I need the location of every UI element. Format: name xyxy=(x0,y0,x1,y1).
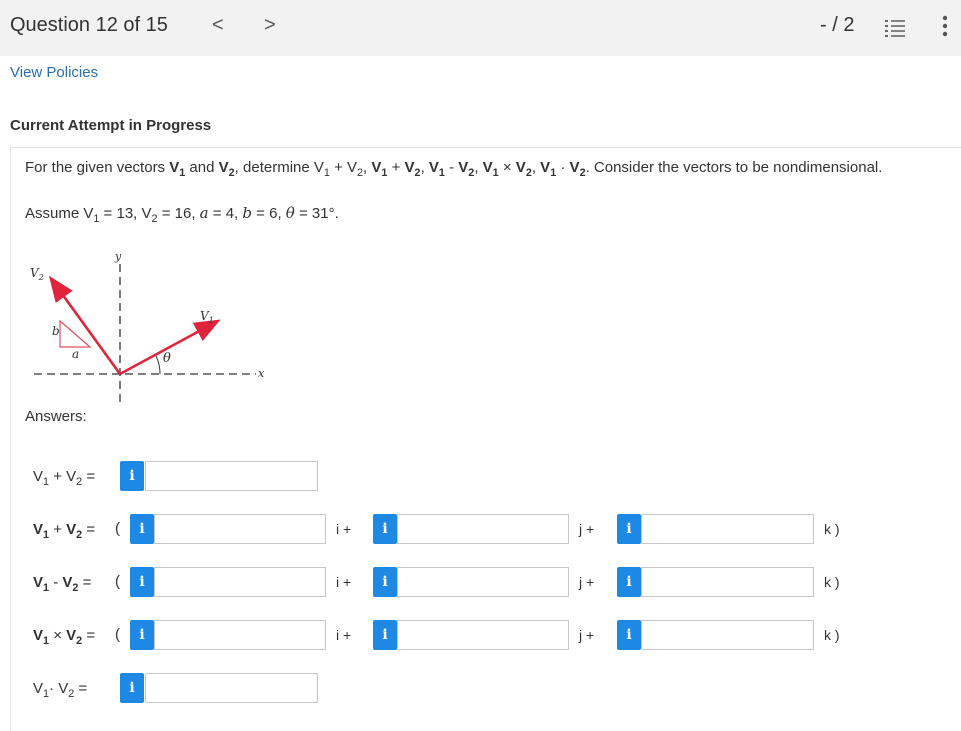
sum-i-input[interactable] xyxy=(154,514,326,544)
sum-magnitude-input[interactable] xyxy=(145,461,318,491)
answer-label-difference-vector: $V_1 - V_2$ = xyxy=(33,574,92,594)
label-x: x xyxy=(258,367,265,380)
answer-label-sum-vector: $V_1 + V_2$ = xyxy=(33,521,96,541)
unit-j: j + xyxy=(579,521,595,537)
difference-k-input[interactable] xyxy=(641,567,814,597)
list-icon[interactable] xyxy=(884,18,906,38)
cross-j-input[interactable] xyxy=(397,620,569,650)
info-icon[interactable]: i xyxy=(130,620,154,650)
unit-k: k ) xyxy=(824,521,840,537)
info-icon[interactable]: i xyxy=(617,514,641,544)
question-title: Question 12 of 15 xyxy=(10,14,168,36)
info-icon[interactable]: i xyxy=(617,567,641,597)
vector-v1-arrow xyxy=(120,322,216,374)
label-v2: $V_2$ xyxy=(30,266,44,282)
sum-k-input[interactable] xyxy=(641,514,814,544)
unit-i: i + xyxy=(336,574,352,590)
attempt-heading: Current Attempt in Progress xyxy=(10,117,212,134)
answer-label-sum-magnitude: $V_1 + V_2$ = xyxy=(33,468,96,488)
vector-v2-arrow xyxy=(52,280,120,374)
open-paren: ( xyxy=(115,520,120,537)
unit-k: k ) xyxy=(824,574,840,590)
theta-arc xyxy=(156,356,160,374)
page-count: - / 2 xyxy=(820,14,855,36)
sum-j-input[interactable] xyxy=(397,514,569,544)
label-y: y xyxy=(115,250,122,263)
label-a: a xyxy=(72,347,80,361)
info-icon[interactable]: i xyxy=(617,620,641,650)
label-v1: $V_1$ xyxy=(200,309,214,325)
cross-k-input[interactable] xyxy=(641,620,814,650)
open-paren: ( xyxy=(115,573,120,590)
unit-i: i + xyxy=(336,521,352,537)
dot-product-input[interactable] xyxy=(145,673,318,703)
label-b: b xyxy=(52,324,60,338)
previous-question-button[interactable]: < xyxy=(212,14,224,36)
info-icon[interactable]: i xyxy=(373,567,397,597)
unit-j: j + xyxy=(579,627,595,643)
answer-label-dot-product: $V_1\cdot V_2$ = xyxy=(33,680,88,700)
info-icon[interactable]: i xyxy=(130,514,154,544)
label-theta: θ xyxy=(163,351,171,366)
answer-label-cross-product: $V_1 \times V_2$ = xyxy=(33,627,96,647)
answers-label: Answers: xyxy=(25,408,87,425)
vector-diagram xyxy=(20,250,280,410)
difference-j-input[interactable] xyxy=(397,567,569,597)
next-question-button[interactable]: > xyxy=(264,14,276,36)
unit-j: j + xyxy=(579,574,595,590)
info-icon[interactable]: i xyxy=(120,461,144,491)
info-icon[interactable]: i xyxy=(120,673,144,703)
unit-i: i + xyxy=(336,627,352,643)
info-icon[interactable]: i xyxy=(130,567,154,597)
info-icon[interactable]: i xyxy=(373,620,397,650)
question-prompt: For the given vectors $V_1$ and $V_2$, determine $V_1 + V_2$, $V_1 + V_2$, $V_1 - V_2$, $V_1 \times V_2$, $V_1 \cdot V_2$. Consider the vectors to be nondimensional. xyxy=(25,159,883,179)
more-vertical-icon[interactable] xyxy=(938,14,952,38)
open-paren: ( xyxy=(115,626,120,643)
cross-i-input[interactable] xyxy=(154,620,326,650)
given-values: Assume $V_1 = 13$, $V_2 = 16$, a = 4, b = 6, θ = 31°. xyxy=(25,204,339,225)
difference-i-input[interactable] xyxy=(154,567,326,597)
view-policies-link[interactable]: View Policies xyxy=(10,64,99,81)
unit-k: k ) xyxy=(824,627,840,643)
info-icon[interactable]: i xyxy=(373,514,397,544)
